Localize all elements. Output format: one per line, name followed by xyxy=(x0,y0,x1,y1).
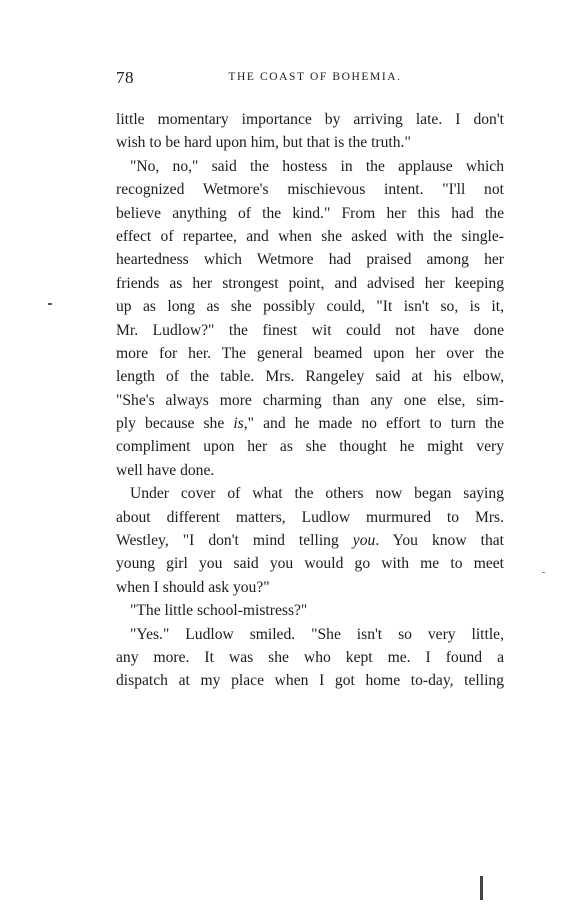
text-segment: ply because she xyxy=(116,415,234,433)
text-line: recognized Wetmore's mischievous intent. "I'll not xyxy=(116,181,504,199)
text-line: Under cover of what the others now began saying xyxy=(130,485,504,503)
running-title: THE COAST OF BOHEMIA. xyxy=(228,71,402,83)
text-line xyxy=(116,529,504,552)
text-line: "No, no," said the hostess in the applause which xyxy=(130,157,504,175)
emphasis-text: is xyxy=(233,415,244,433)
body-text xyxy=(116,108,504,693)
text-line: any more. It was she who kept me. I found a xyxy=(116,648,504,666)
text-line: "She's always more charming than any one else, sim- xyxy=(116,391,504,409)
emphasis-text: you xyxy=(352,532,376,550)
text-line: friends as her strongest point, and advised her keeping xyxy=(116,274,504,292)
text-line: "The little school-mistress?" xyxy=(130,602,308,620)
text-line: heartedness which Wetmore had praised among her xyxy=(116,251,504,269)
text-line: when I should ask you?" xyxy=(116,578,270,596)
text-line: well have done. xyxy=(116,461,215,479)
text-line: young girl you said you would go with me to meet xyxy=(116,555,504,573)
page-number: 78 xyxy=(116,68,134,87)
text-line: about different matters, Ludlow murmured to Mrs. xyxy=(116,508,504,526)
text-segment: ," and he made no effort to turn the xyxy=(243,415,504,433)
text-line xyxy=(116,412,504,435)
text-line: up as long as she possibly could, "It isn't so, is it, xyxy=(116,298,504,316)
margin-mark xyxy=(542,572,545,573)
running-head xyxy=(116,68,504,88)
text-line: wish to be hard upon him, but that is the truth." xyxy=(116,134,411,152)
text-line: compliment upon her as she thought he might very xyxy=(116,438,504,456)
text-line: more for her. The general beamed upon her over the xyxy=(116,344,504,362)
text-line: effect of repartee, and when she asked with the single- xyxy=(116,227,504,245)
text-line: little momentary importance by arriving late. I don't xyxy=(116,111,504,128)
text-line: length of the table. Mrs. Rangeley said at his elbow, xyxy=(116,368,504,386)
margin-mark xyxy=(48,303,52,305)
text-line: dispatch at my place when I got home to-day, telling xyxy=(116,672,504,690)
text-segment: Westley, "I don't mind telling xyxy=(116,532,353,550)
text-line: Mr. Ludlow?" the finest wit could not have done xyxy=(116,321,504,339)
print-mark xyxy=(480,876,483,900)
text-line: "Yes." Ludlow smiled. "She isn't so very little, xyxy=(130,625,504,643)
text-line: believe anything of the kind." From her this had the xyxy=(116,204,504,222)
text-segment: . You know that xyxy=(375,532,505,550)
